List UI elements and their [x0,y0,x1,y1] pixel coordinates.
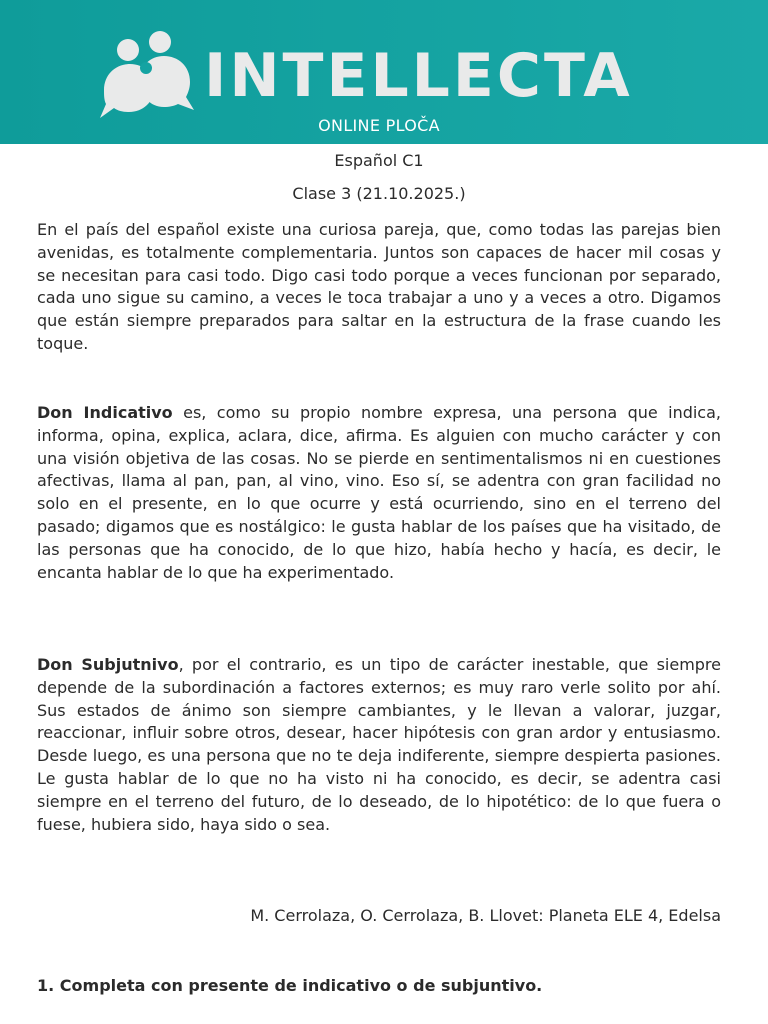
intro-paragraph: En el país del español existe una curiosa pareja, que, como todas las parejas bien avenidas, es totalmente complementaria. Juntos son capaces de hacer mil cosas y se necesitan para casi todo. Digo casi todo porque a veces funcionan por separado, cada uno sigue su camino, a veces le toca trabajar a uno y a veces a otro. Digamos que están siempre preparados para saltar en la estructura de la frase cuando les toque. [37,220,721,353]
subjuntivo-text: , por el contrario, es un tipo de carácter inestable, que siempre depende de la subordinación a factores externos; es muy raro verle solito por ahí. Sus estados de ánimo son siempre cambiantes, y le llevan a valorar, juzgar, reaccionar, influir sobre otros, desear, hacer hipótesis con gran ardor y entusiasmo. Desde luego, es una persona que no te deja indiferente, siempre despierta pasiones. Le gusta hablar de lo que no ha visto ni ha conocido, es decir, se adentra casi siempre en el terreno del futuro, de lo deseado, de lo hipotético: de lo que fuera o fuese, hubiera sido, haya sido o sea. [37,655,722,834]
citation: M. Cerrolaza, O. Cerrolaza, B. Llovet: Planeta ELE 4, Edelsa [250,906,721,925]
page-header [0,0,768,144]
course-title: Español C1 [334,151,424,170]
indicativo-name: Don Indicativo [37,403,173,422]
indicativo-paragraph [37,402,721,584]
indicativo-text: es, como su propio nombre expresa, una persona que indica, informa, opina, explica, aclara, dice, afirma. Es alguien con mucho carácter y con una visión objetiva de las cosas. No se pierde en sentimentalismos ni en cuestiones afectivas, llama al pan, pan, al vino, vino. Eso sí, se adentra con gran facilidad no solo en el presente, en lo que ocurre y está ocurriendo, sino en el terreno del pasado; digamos que es nostálgico: le gusta hablar de los países que ha visitado, de las personas que ha conocido, de lo que hizo, había hecho y hacía, es decir, le encanta hablar de lo que ha experimentado. [37,403,721,582]
subjuntivo-name: Don Subjutnivo [37,655,179,674]
class-date: Clase 3 (21.10.2025.) [292,184,466,203]
two-people-speech-bubbles-icon [96,28,200,124]
exercise-heading: 1. Completa con presente de indicativo o de subjuntivo. [37,976,543,995]
brand-logo-text: INTELLECTA [204,41,633,111]
brand-subtitle: ONLINE PLOČA [318,116,440,135]
subjuntivo-paragraph [37,654,721,836]
